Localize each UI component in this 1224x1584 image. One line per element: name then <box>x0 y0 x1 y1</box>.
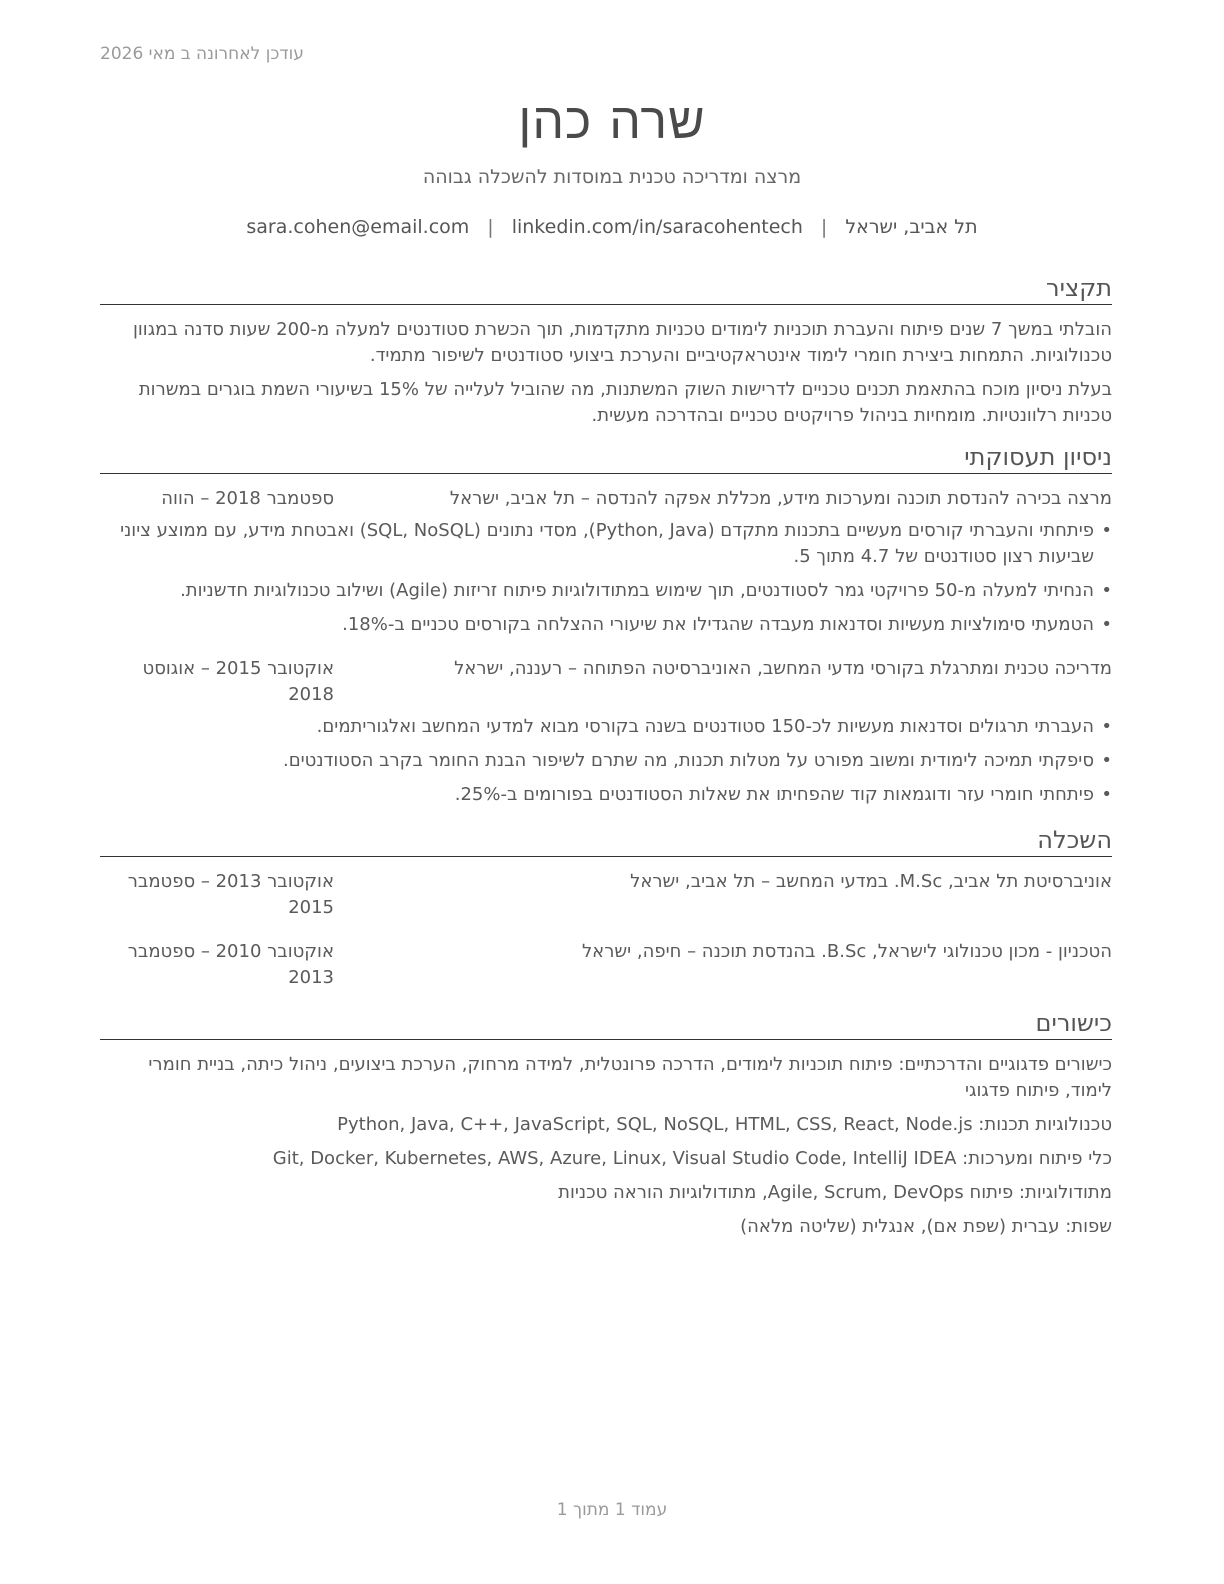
entry-header <box>100 939 1112 991</box>
separator: | <box>487 216 494 238</box>
education-entry <box>100 869 1112 921</box>
entry-header <box>100 869 1112 921</box>
bullet-item: • סיפקתי תמיכה לימודית ומשוב מפורט על מטלות תכנות, מה שתרם לשיפור הבנת החומר בקרב הסטודנטים. <box>100 748 1112 774</box>
skills-section <box>100 1009 1112 1240</box>
experience-section <box>100 443 1112 808</box>
professional-title: מרצה ומדריכה טכנית במוסדות להשכלה גבוהה <box>422 166 802 188</box>
section-title-education: השכלה <box>100 826 1112 857</box>
job-dates: ספטמבר 2018 – הווה <box>161 488 334 509</box>
section-title-summary: תקציר <box>100 274 1112 305</box>
resume-content <box>100 274 1112 1254</box>
job-role: מרצה בכירה להנדסת תוכנה ומערכות מידע, מכללת אפקה להנדסה – תל אביב, ישראל <box>449 488 1112 509</box>
summary-section <box>100 274 1112 429</box>
summary-paragraph: הובלתי במשך 7 שנים פיתוח והעברת תוכניות לימודים טכניות מתקדמות, תוך הכשרת סטודנטים למעלה מ-200 שעות סדנה במגוון טכנולוגיות. התמחות ביצירת חומרי לימוד אינטראקטיביים והערכת ביצועי סטודנטים לשיפור מתמיד. <box>133 319 1112 366</box>
job-dates: אוקטובר 2015 – אוגוסט 2018 <box>142 658 334 705</box>
job-bullets <box>100 518 1112 638</box>
bullet-item: • העברתי תרגולים וסדנאות מעשיות לכ-150 סטודנטים בשנה בקורסי מבוא למדעי המחשב ואלגוריתמים. <box>100 714 1112 740</box>
education-section <box>100 826 1112 991</box>
separator: | <box>820 216 828 238</box>
job-role: מדריכה טכנית ומתרגלת בקורסי מדעי המחשב, האוניברסיטה הפתוחה – רעננה, ישראל <box>454 658 1112 679</box>
resume-header <box>0 90 1224 238</box>
degree: אוניברסיטת תל אביב, M.Sc. במדעי המחשב – תל אביב, ישראל <box>630 871 1112 892</box>
bullet-item: • הנחיתי למעלה מ-50 פרויקטי גמר לסטודנטים, תוך שימוש במתודולוגיות פיתוח זריזות (Agile) ושילוב טכנולוגיות חדשניות. <box>100 578 1112 604</box>
skill-line: טכנולוגיות תכנות: Python, Java, C++, JavaScript, SQL, NoSQL, HTML, CSS, React, Node.js <box>337 1114 1112 1135</box>
email-link[interactable]: sara.cohen@email.com <box>246 216 470 238</box>
bullet-item: • פיתחתי והעברתי קורסים מעשיים בתכנות מתקדם (Python, Java), מסדי נתונים (SQL, NoSQL) ואבטחת מידע, עם ממוצע ציוני שביעות רצון סטודנטים של 4.7 מתוך 5. <box>100 518 1112 570</box>
last-updated: עודכן לאחרונה ב מאי 2026 <box>100 44 304 64</box>
skill-line: מתודולוגיות: פיתוח Agile, Scrum, DevOps, מתודולוגיות הוראה טכניות <box>558 1182 1112 1203</box>
education-entry <box>100 939 1112 991</box>
experience-entry <box>100 656 1112 808</box>
skill-line: כישורים פדגוגיים והדרכתיים: פיתוח תוכניות לימודים, הדרכה פרונטלית, למידה מרחוק, הערכת ביצועים, ניהול כיתה, בניית חומרי לימוד, פיתוח פדגוגי <box>148 1054 1112 1101</box>
section-title-skills: כישורים <box>100 1009 1112 1040</box>
full-name: שרה כהן <box>518 92 706 150</box>
summary-paragraph: בעלת ניסיון מוכח בהתאמת תכנים טכניים לדרישות השוק המשתנות, מה שהוביל לעלייה של 15% בשיעורי השמת בוגרים במשרות טכניות רלוונטיות. מומחיות בניהול פרויקטים טכניים ובהדרכה מעשית. <box>138 379 1112 426</box>
entry-header <box>100 656 1112 708</box>
contact-line <box>0 216 1224 238</box>
location: תל אביב, ישראל <box>845 216 978 238</box>
entry-header <box>100 486 1112 512</box>
page-number: עמוד 1 מתוך 1 <box>556 1500 668 1520</box>
bullet-item: • פיתחתי חומרי עזר ודוגמאות קוד שהפחיתו את שאלות הסטודנטים בפורומים ב-25%. <box>100 782 1112 808</box>
skill-line: שפות: עברית (שפת אם), אנגלית (שליטה מלאה) <box>740 1216 1112 1237</box>
education-dates: אוקטובר 2013 – ספטמבר 2015 <box>127 871 334 918</box>
job-bullets <box>100 714 1112 808</box>
experience-entry <box>100 486 1112 638</box>
section-title-experience: ניסיון תעסוקתי <box>100 443 1112 474</box>
education-dates: אוקטובר 2010 – ספטמבר 2013 <box>127 941 334 988</box>
degree: הטכניון - מכון טכנולוגי לישראל, B.Sc. בהנדסת תוכנה – חיפה, ישראל <box>581 941 1112 962</box>
bullet-item: • הטמעתי סימולציות מעשיות וסדנאות מעבדה שהגדילו את שיעורי ההצלחה בקורסים טכניים ב-18%. <box>100 612 1112 638</box>
linkedin-link[interactable]: linkedin.com/in/saracohentech <box>511 216 803 238</box>
skill-line: כלי פיתוח ומערכות: Git, Docker, Kubernetes, AWS, Azure, Linux, Visual Studio Code, IntelliJ IDEA <box>272 1148 1112 1169</box>
